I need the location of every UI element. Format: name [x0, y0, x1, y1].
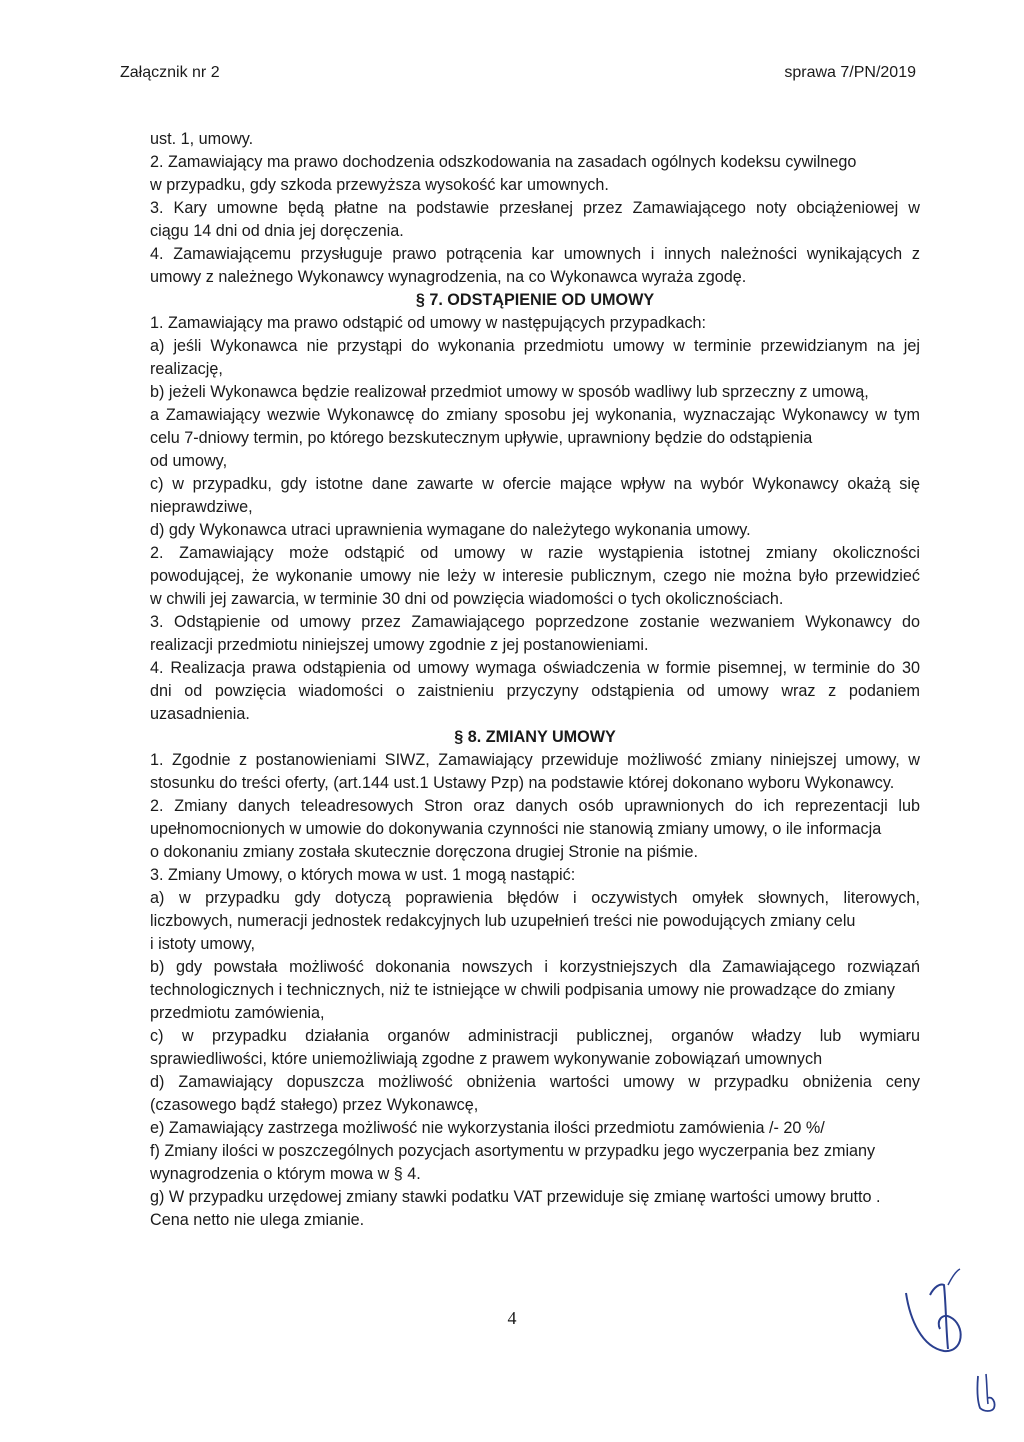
text-line: d) gdy Wykonawca utraci uprawnienia wymagane do należytego wykonania umowy. [150, 521, 751, 539]
text-line: nieprawdziwe, [150, 498, 253, 516]
text-line: realizacji przedmiotu niniejszej umowy zgodnie z jej postanowieniami. [150, 636, 649, 654]
text-line: przedmiotu zamówienia, [150, 1004, 325, 1022]
text-line: w przypadku, gdy szkoda przewyższa wysokość kar umownych. [150, 176, 609, 194]
signature-initials-icon [900, 1265, 990, 1375]
text-line: ust. 1, umowy. [150, 130, 254, 148]
text-line: Cena netto nie ulega zmianie. [150, 1211, 365, 1229]
text-line: 1. Zamawiający ma prawo odstąpić od umowy w następujących przypadkach: [150, 314, 707, 332]
text-line: 2. Zamawiający ma prawo dochodzenia odszkodowania na zasadach ogólnych kodeksu cywilnego [150, 153, 857, 171]
signature-mark-icon [972, 1370, 1002, 1415]
section-heading-8: § 8. ZMIANY UMOWY [454, 728, 616, 746]
text-line: umowy z należnego Wykonawcy wynagrodzenia, na co Wykonawca wyraża zgodę. [150, 268, 747, 286]
section-heading-7: § 7. ODSTĄPIENIE OD UMOWY [415, 291, 655, 309]
text-line: o dokonaniu zmiany została skutecznie doręczona drugiej Stronie na piśmie. [150, 843, 698, 861]
text-line: a) jeśli Wykonawca nie przystąpi do wykonania przedmiotu umowy w terminie przewidzianym na jej [150, 337, 920, 355]
header-attachment-label: Załącznik nr 2 [120, 64, 220, 81]
text-line: dni od powzięcia wiadomości o zaistnieniu przyczyny odstąpienia od umowy wraz z podaniem [150, 682, 920, 700]
text-line: sprawiedliwości, które uniemożliwiają zgodne z prawem wykonywanie zobowiązań umownych [150, 1050, 823, 1068]
text-line: wynagrodzenia o którym mowa w § 4. [150, 1165, 421, 1183]
text-line: od umowy, [150, 452, 228, 470]
text-line: 1. Zgodnie z postanowieniami SIWZ, Zamawiający przewiduje możliwość zmiany niniejszej umowy, w [150, 751, 920, 769]
text-line: 3. Odstąpienie od umowy przez Zamawiającego poprzedzone zostanie wezwaniem Wykonawcy do [150, 613, 920, 631]
text-line: 4. Realizacja prawa odstąpienia od umowy wymaga oświadczenia w formie pisemnej, w terminie do 30 [150, 659, 920, 677]
text-line: powodującej, że wykonanie umowy nie leży w interesie publicznym, czego nie można było przewidzieć [150, 567, 920, 585]
text-line: ciągu 14 dni od dnia jej doręczenia. [150, 222, 404, 240]
text-line: c) w przypadku działania organów administracji publicznej, organów władzy lub wymiaru [150, 1027, 920, 1045]
text-line: technologicznych i technicznych, niż te istniejące w chwili podpisania umowy nie prowadzące do zmiany [150, 981, 896, 999]
text-line: 3. Zmiany Umowy, o których mowa w ust. 1 mogą nastąpić: [150, 866, 576, 884]
text-line: d) Zamawiający dopuszcza możliwość obniżenia wartości umowy w przypadku obniżenia ceny [150, 1073, 920, 1091]
text-line: b) jeżeli Wykonawca będzie realizował przedmiot umowy w sposób wadliwy lub sprzeczny z umową, [150, 383, 869, 401]
text-line: 3. Kary umowne będą płatne na podstawie przesłanej przez Zamawiającego noty obciążeniowej w [150, 199, 920, 217]
text-line: (czasowego bądź stałego) przez Wykonawcę, [150, 1096, 479, 1114]
document-body [150, 128, 920, 1232]
text-line: liczbowych, numeracji jednostek redakcyjnych lub uzupełnień treści nie powodujących zmiany celu [150, 912, 856, 930]
text-line: 2. Zmiany danych teleadresowych Stron oraz danych osób uprawnionych do ich reprezentacji lub [150, 797, 920, 815]
text-line: e) Zamawiający zastrzega możliwość nie wykorzystania ilości przedmiotu zamówienia /- 20 %/ [150, 1119, 825, 1137]
text-line: i istoty umowy, [150, 935, 255, 953]
text-line: stosunku do treści oferty, (art.144 ust.1 Ustawy Pzp) na podstawie której dokonano wyboru Wykonawcy. [150, 774, 895, 792]
header-case-number: sprawa 7/PN/2019 [784, 64, 916, 81]
page-number: 4 [507, 1308, 517, 1328]
text-line: b) gdy powstała możliwość dokonania nowszych i korzystniejszych dla Zamawiającego rozwiązań [150, 958, 920, 976]
text-line: upełnomocnionych w umowie do dokonywania czynności nie stanowią zmiany umowy, o ile informacja [150, 820, 882, 838]
text-line: 4. Zamawiającemu przysługuje prawo potrącenia kar umownych i innych należności wynikających z [150, 245, 920, 263]
text-line: celu 7-dniowy termin, po którego bezskutecznym upływie, uprawniony będzie do odstąpienia [150, 429, 813, 447]
text-line: 2. Zamawiający może odstąpić od umowy w razie wystąpienia istotnej zmiany okoliczności [150, 544, 920, 562]
text-line: a Zamawiający wezwie Wykonawcę do zmiany sposobu jej wykonania, wyznaczając Wykonawcy w tym [150, 406, 920, 424]
text-line: realizację, [150, 360, 223, 378]
text-line: w chwili jej zawarcia, w terminie 30 dni od powzięcia wiadomości o tych okolicznościach. [150, 590, 784, 608]
text-line: f) Zmiany ilości w poszczególnych pozycjach asortymentu w przypadku jego wyczerpania bez zmiany [150, 1142, 876, 1160]
text-line: uzasadnienia. [150, 705, 250, 723]
text-line: g) W przypadku urzędowej zmiany stawki podatku VAT przewiduje się zmianę wartości umowy brutto . [150, 1188, 881, 1206]
text-line: c) w przypadku, gdy istotne dane zawarte w ofercie mające wpływ na wybór Wykonawcy okażą się [150, 475, 920, 493]
text-line: a) w przypadku gdy dotyczą poprawienia błędów i oczywistych omyłek słownych, literowych, [150, 889, 920, 907]
